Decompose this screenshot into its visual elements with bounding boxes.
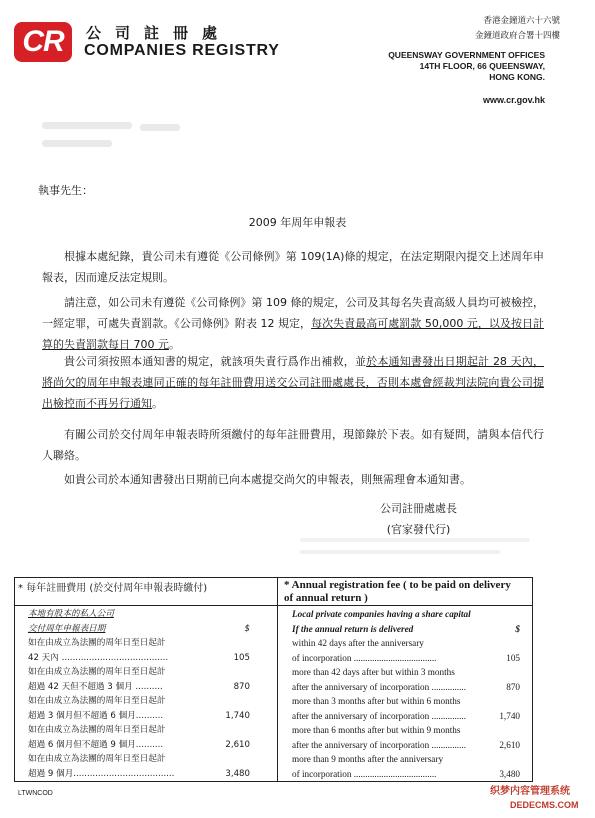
row-en-line1: more than 6 months after but within 9 months <box>292 725 461 735</box>
address-en-line: QUEENSWAY GOVERNMENT OFFICES <box>388 50 545 60</box>
delivery-date-zh: 交付周年申報表日期 <box>28 623 106 634</box>
address-en <box>388 50 545 83</box>
deadline-statement: 於本通知書發出日期起計 28 天內，將尚欠的周年申報表連同正確的每年註冊費用送交公司註冊處處長，否則本處會經裁判法院向貴公司提出檢控而不再另行通知 <box>42 355 545 410</box>
paragraph-2-text: 請注意，如公司未有遵從《公司條例》第 109 條的規定，公司及其每名失責高級人員均可被檢控，一經定罪，可處失責罰款。《公司條例》附表 12 規定， <box>42 296 544 330</box>
fee-amount: 870 <box>506 681 520 692</box>
row-en-line1: more than 42 days after but within 3 months <box>292 667 455 677</box>
table-row <box>292 694 520 723</box>
department-name-zh: 公司註冊處 <box>86 24 232 42</box>
table-row <box>28 665 250 694</box>
penalty-statement: 每次失責最高可處罰款 50,000 元，以及按日計算的失責罰款每日 700 元 <box>42 317 545 351</box>
row-en-line1: more than 9 months after the anniversary <box>292 754 444 764</box>
row-en-line1: more than 3 months after but within 6 months <box>292 696 461 706</box>
row-zh-line2: 42 天內 ....................................... <box>28 652 169 663</box>
signature-delegate: (官家發代行) <box>386 523 451 536</box>
website-link[interactable]: www.cr.gov.hk <box>482 95 545 105</box>
row-en-line2: after the anniversary of incorporation ............... <box>292 710 466 721</box>
address-zh <box>475 14 560 44</box>
fee-amount: 3,480 <box>499 768 520 779</box>
row-zh-line1: 如在由成立為法團的周年日至日起計 <box>28 638 166 648</box>
watermark-text: 织梦内容管理系统 <box>490 786 570 797</box>
address-zh-line: 金鐘道政府合署十四樓 <box>474 31 560 41</box>
delivery-date-en: If the annual return is delivered <box>292 623 414 634</box>
bleed-through <box>300 538 530 542</box>
fee-amount: 870 <box>233 681 250 692</box>
table-row <box>292 723 520 752</box>
table-row <box>292 665 520 694</box>
row-zh-line2: 超過 6 個月但不超過 9 個月.......... <box>28 739 164 750</box>
signature-block <box>380 498 457 540</box>
letter-title: 2009 年周年申報表 <box>248 216 347 229</box>
paragraph-4: 有關公司於交付周年申報表時所須繳付的每年註冊費用，現節錄於下表。如有疑問，請與本信代行人聯絡。 <box>42 428 544 462</box>
row-en-line2: of incorporation .................................... <box>292 652 437 663</box>
watermark-url: DEDECMS.COM <box>510 800 579 810</box>
row-zh-line1: 如在由成立為法團的周年日至日起計 <box>28 696 166 706</box>
address-zh-line: 香港金鐘道六十六號 <box>483 16 560 26</box>
address-en-line: 14TH FLOOR, 66 QUEENSWAY, <box>419 61 545 71</box>
fee-amount: 2,610 <box>499 739 520 750</box>
row-en-line2: of incorporation .................................... <box>292 768 437 779</box>
department-name-en: COMPANIES REGISTRY <box>84 42 280 59</box>
company-type-en: Local private companies having a share capital <box>292 609 471 619</box>
table-row <box>28 752 250 781</box>
fee-amount: 1,740 <box>499 710 520 721</box>
table-column-divider <box>277 577 278 781</box>
currency-symbol: $ <box>515 623 520 634</box>
table-row <box>292 752 520 781</box>
paragraph-3-end: 。 <box>152 397 163 410</box>
greeting: 執事先生： <box>38 184 93 197</box>
table-header-zh: * 每年註冊費用 (於交付周年申報表時繳付) <box>18 583 208 594</box>
form-code: LTWNCOD <box>18 790 53 797</box>
paragraph-1: 根據本處紀錄，貴公司未有遵從《公司條例》第 109(1A)條的規定，在法定期限內提交上述周年申報表，因而違反法定規則。 <box>42 250 544 284</box>
row-en-line1: within 42 days after the anniversary <box>292 638 424 648</box>
address-en-line: HONG KONG. <box>489 72 545 82</box>
row-zh-line2: 超過 42 天但不超過 3 個月 .......... <box>28 681 163 692</box>
redacted-text <box>140 124 180 131</box>
subheading-zh <box>28 607 250 636</box>
fee-amount: 105 <box>233 652 250 663</box>
redacted-text <box>42 140 112 147</box>
row-en-line2: after the anniversary of incorporation ............... <box>292 681 466 692</box>
currency-symbol: $ <box>244 623 250 634</box>
fee-column-en <box>292 607 520 781</box>
row-zh-line2: 超過 9 個月..................................... <box>28 768 175 779</box>
row-zh-line1: 如在由成立為法團的周年日至日起計 <box>28 725 166 735</box>
companies-registry-logo: CR <box>14 22 72 62</box>
signature-title: 公司註冊處處長 <box>380 502 457 515</box>
row-zh-line1: 如在由成立為法團的周年日至日起計 <box>28 754 166 764</box>
row-zh-line1: 如在由成立為法團的周年日至日起計 <box>28 667 166 677</box>
redacted-text <box>42 122 132 129</box>
row-en-line2: after the anniversary of incorporation ............... <box>292 739 466 750</box>
bleed-through <box>300 550 500 554</box>
paragraph-5: 如貴公司於本通知書發出日期前已向本處提交尚欠的申報表，則無需理會本通知書。 <box>64 473 471 486</box>
fee-amount: 2,610 <box>225 739 250 750</box>
fee-amount: 1,740 <box>225 710 250 721</box>
table-row <box>292 636 520 665</box>
company-type-zh: 本地有股本的私人公司 <box>28 609 114 619</box>
table-row <box>28 694 250 723</box>
row-zh-line2: 超過 3 個月但不超過 6 個月.......... <box>28 710 164 721</box>
table-row <box>28 636 250 665</box>
table-row <box>28 723 250 752</box>
paragraph-3 <box>42 351 544 414</box>
table-header-en: * Annual registration fee ( to be paid on delivery of annual return ) <box>284 579 511 604</box>
paragraph-3-text: 貴公司須按照本通知書的規定，就該項失責行爲作出補救，並 <box>64 355 367 368</box>
table-header-divider <box>14 605 532 606</box>
fee-amount: 3,480 <box>225 768 250 779</box>
paragraph-2 <box>42 292 544 355</box>
subheading-en <box>292 607 520 636</box>
paragraph-2-end: 。 <box>169 338 180 351</box>
fee-amount: 105 <box>506 652 520 663</box>
fee-column-zh <box>28 607 250 781</box>
